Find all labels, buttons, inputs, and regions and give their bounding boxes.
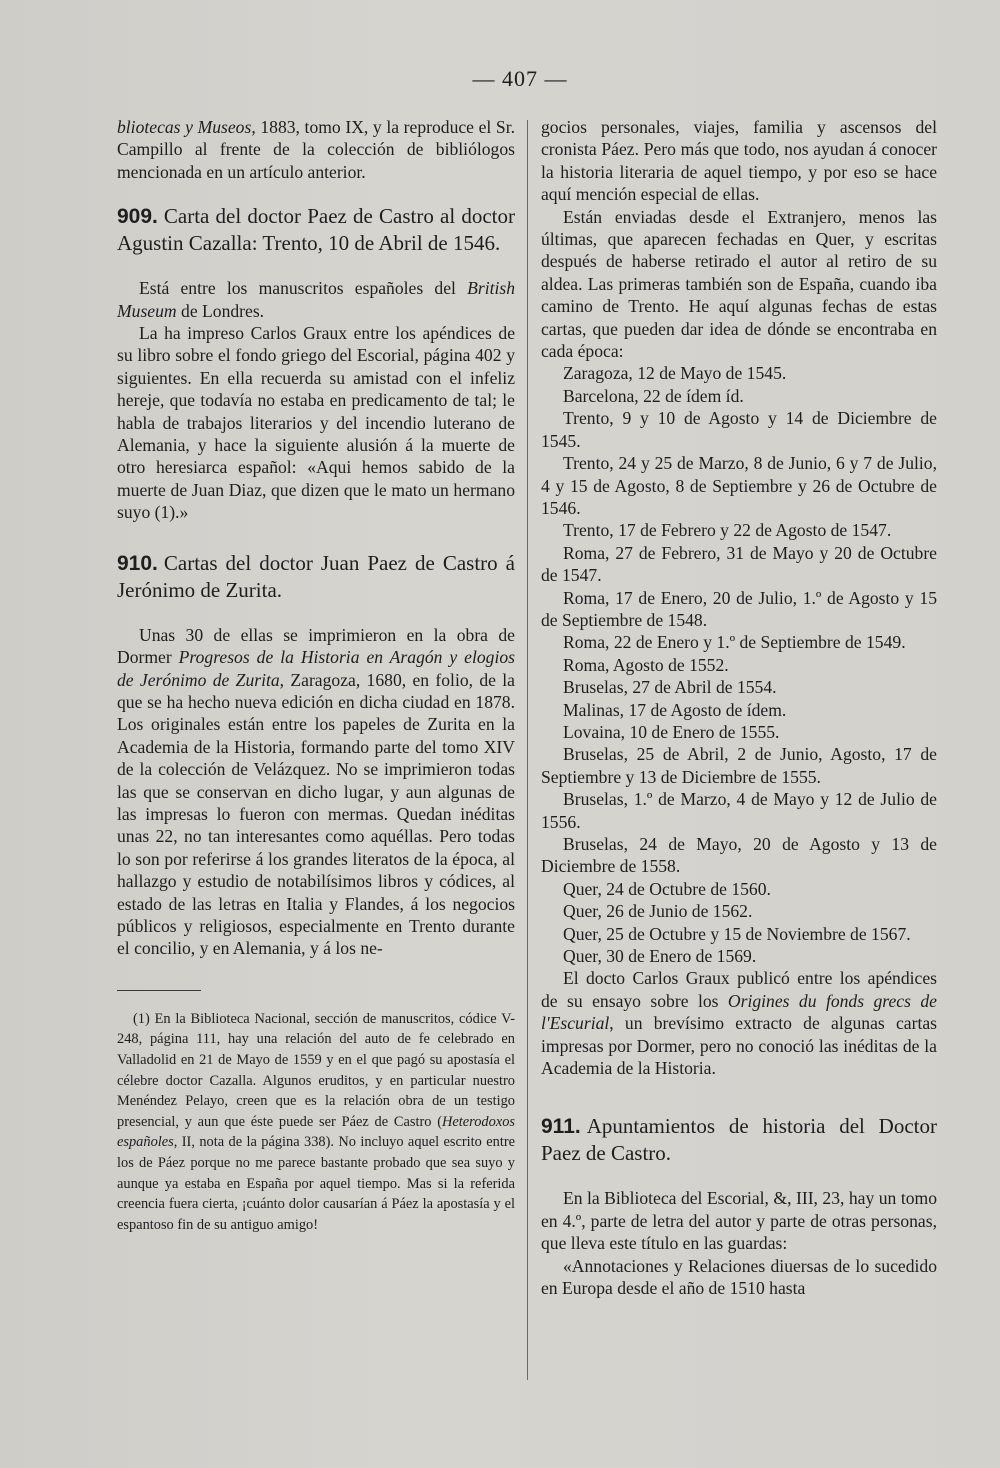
letter-dates-list [541,362,937,967]
entry-910-paragraph-1 [117,624,515,960]
entry-number: 911. [541,1115,581,1139]
letter-date: Barcelona, 22 de ídem íd. [563,385,744,406]
entry-title-text: Carta del doctor Paez de Castro al doctor Agustin Cazalla: Trento, 10 de Abril de 1546. [117,204,515,256]
letter-date: Quer, 25 de Octubre y 15 de Noviembre de 1567. [563,923,911,944]
right-column [541,116,937,1300]
letter-date: Bruselas, 25 de Abril, 2 de Junio, Agosto, 17 de Septiembre y 13 de Diciembre de 1555. [541,744,937,787]
entry-909-paragraph-2: La ha impreso Carlos Graux entre los apéndices de su libro sobre el fondo griego del Escorial, página 402 y siguientes. En ella recuerda su amistad con el infeliz hereje, que todavía no estaba en predicamento de tal; le habla de trabajos literarios y del incendio luterano de Alemania, y hace la siguiente alusión á la muerte de otro heresiarca español: «Aqui hemos sabido de la muerte de Juan Diaz, que dizen que le mato un hermano suyo (1).» [117,323,515,523]
footnote-rule [117,990,201,991]
entry-title-text: Cartas del doctor Juan Paez de Castro á Jerónimo de Zurita. [117,550,515,602]
italic-text: Origines du fonds grecs de l'Escurial [541,990,937,1034]
letter-date: Quer, 24 de Octubre de 1560. [563,878,771,899]
entry-909-paragraph-1 [117,277,515,322]
paragraph-text: , 1883, tomo IX, y la reproduce el Sr. Campillo al frente de la colección de bibliólogos mencionada en un artículo anterior. [117,117,515,182]
footnote-text: (1) En la Biblioteca Nacional, sección de manuscritos, códice V-248, página 111, hay una relación del auto de fe celebrado en Valladolid en 21 de Mayo de 1559 y en el que pagó su apostasía el célebre doctor Cazalla. Algunos eruditos, y en particular nuestro Menéndez Pelayo, creen que es la relación obra de un testigo presencial, y aun que éste puede ser Páez de Castro ( [117,1010,515,1130]
entry-911-title [541,1113,937,1167]
letter-date: Roma, 22 de Enero y 1.º de Septiembre de 1549. [563,632,906,653]
paragraph-text: El docto Carlos Graux publicó entre los apéndices de su ensayo sobre los [541,968,937,1011]
entry-title-text: Apuntamientos de historia del Doctor Paez de Castro. [541,1114,937,1166]
paragraph-text: , Zaragoza, 1680, en folio, de la que se ha hecho nueva edición en dicha ciudad en 1878. Los originales están entre los papeles de Zurita en la Academia de la Historia, formando parte del tomo XIV de la colección de Velázquez. No se imprimieron todas las que se conservan en dicho lugar, y aun algunas de las impresas lo fueron con mermas. Quedan inéditas unas 22, no tan interesantes como aquéllas. Pero todas lo son por referirse á los grandes literatos de la época, al hallazgo y estudio de notabilísimos libros y códices, al estado de las letras en Italia y Flandes, á los negocios públicos y religiosos, especialmente en Trento durante el concilio, y en Alemania, y á los ne- [117,669,515,959]
letter-date: Trento, 17 de Febrero y 22 de Agosto de 1547. [563,520,892,541]
letter-date: Quer, 30 de Enero de 1569. [563,946,757,967]
entry-909-title [117,203,515,257]
page-number: — 407 — [472,66,568,91]
paragraph-text: Unas 30 de ellas se imprimieron en la obra de Dormer [117,624,515,668]
letter-date: Bruselas, 1.º de Marzo, 4 de Mayo y 12 de Julio de 1556. [541,789,937,832]
letter-date: Trento, 9 y 10 de Agosto y 14 de Diciembre de 1545. [541,408,937,451]
entry-911-paragraph-1: En la Biblioteca del Escorial, &, III, 23, hay un tomo en 4.º, parte de letra del autor y parte de otras personas, que lleva este título en las guardas: [541,1188,937,1254]
italic-text: British Museum [117,278,515,321]
letter-date: Roma, 17 de Enero, 20 de Julio, 1.º de Agosto y 15 de Septiembre de 1548. [541,587,937,630]
letter-date: Zaragoza, 12 de Mayo de 1545. [563,363,787,384]
italic-text: Heterodoxos españoles [117,1113,515,1151]
graux-paragraph [541,967,937,1079]
footnote-text: , II, nota de la página 338). No incluyo aquel escrito entre los de Páez porque no me parece bastante probado que sea suyo y aunque ya estaba en España por aquel tiempo. Mas si la referida creencia fuera cierta, ¡cuánto dolor causarían á Páez la apostasía y el espantoso fin de su antiguo amigo! [117,1134,515,1233]
letter-date: Malinas, 17 de Agosto de ídem. [563,699,787,720]
continued-paragraph: gocios personales, viajes, familia y ascensos del cronista Páez. Pero más que todo, nos ayudan á conocer la historia literaria de aquel tiempo, y por eso se hace aquí mención especial de ellas. [541,117,937,205]
paragraph-text: de Londres. [176,300,265,321]
entry-910-title [117,550,515,604]
letter-date: Roma, Agosto de 1552. [563,654,729,675]
letter-date: Bruselas, 27 de Abril de 1554. [563,677,777,698]
letter-date: Roma, 27 de Febrero, 31 de Mayo y 20 de Octubre de 1547. [541,542,937,586]
letter-date: Quer, 26 de Junio de 1562. [563,901,753,922]
italic-text: bliotecas y Museos [117,117,252,137]
left-column [117,116,515,1235]
column-divider [527,120,528,1380]
entry-number: 910. [117,551,158,575]
footnote-1 [117,1009,515,1236]
letter-date: Trento, 24 y 25 de Marzo, 8 de Junio, 6 y 7 de Julio, 4 y 15 de Agosto, 8 de Septiembre y 26 de Octubre de 1546. [541,453,937,518]
entry-911-paragraph-2: «Annotaciones y Relaciones diuersas de lo sucedido en Europa desde el año de 1510 hasta [541,1255,937,1299]
letters-intro-paragraph: Están enviadas desde el Extranjero, menos las últimas, que aparecen fechadas en Quer, y escritas después de haberse retirado el autor al retiro de su aldea. Las primeras también son de España, cuando iba camino de Trento. He aquí algunas fechas de estas cartas, que pueden dar idea de dónde se encontraba en cada época: [541,206,937,362]
letter-date: Lovaina, 10 de Enero de 1555. [563,721,780,742]
entry-number: 909. [117,205,158,229]
paragraph-text: Está entre los manuscritos españoles del [139,278,468,299]
letter-date: Bruselas, 24 de Mayo, 20 de Agosto y 13 de Diciembre de 1558. [541,834,937,877]
continued-paragraph [117,116,515,183]
paragraph-text: , un brevísimo extracto de algunas cartas impresas por Dormer, pero no conoció las inéditas de la Academia de la Historia. [541,1013,937,1079]
italic-text: Progresos de la Historia en Aragón y elogios de Jerónimo de Zurita [117,647,515,690]
